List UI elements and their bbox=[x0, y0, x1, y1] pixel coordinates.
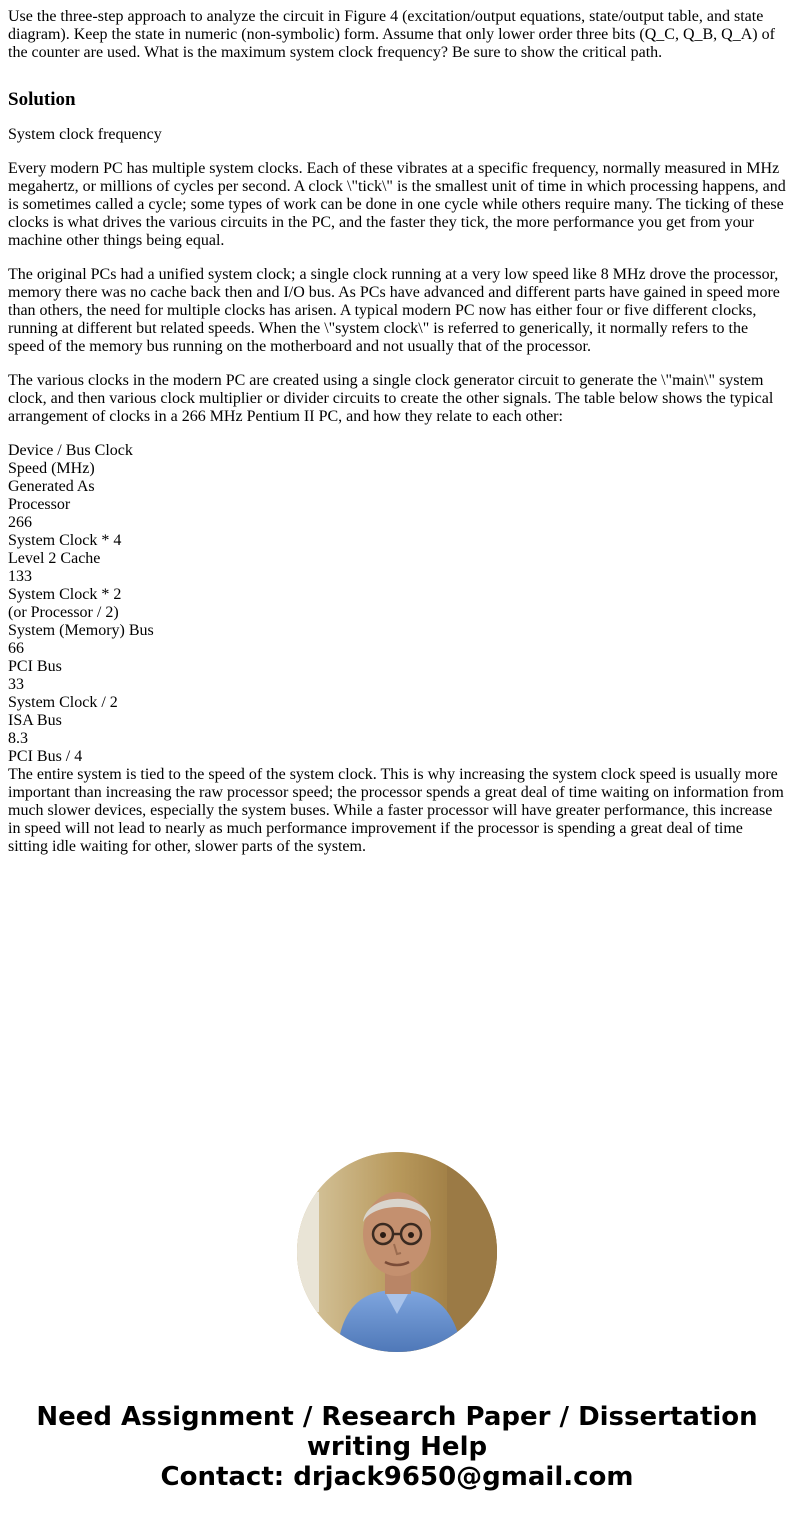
ad-text bbox=[0, 1402, 794, 1492]
table-cell: Level 2 Cache bbox=[8, 550, 101, 567]
table-cell: Generated As bbox=[8, 478, 95, 495]
table-cell: Processor bbox=[8, 496, 71, 513]
table-cell: System Clock * 4 bbox=[8, 532, 122, 549]
table-cell: System (Memory) Bus bbox=[8, 622, 154, 639]
avatar bbox=[297, 1152, 497, 1352]
table-cell: Speed (MHz) bbox=[8, 460, 95, 477]
table-cell: 266 bbox=[8, 514, 32, 531]
paragraph-2: The original PCs had a unified system clock; a single clock running at a very low speed like 8 MHz drove the processor, memory there was no cache back then and I/O bus. As PCs have advanced and different parts have gained in speed more than others, the need for multiple clocks has arisen. A typical modern PC now has either four or five different clocks, running at different but related speeds. When the \"system clock\" is referred to generically, it normally refers to the speed of the memory bus running on the motherboard and not usually that of the processor. bbox=[8, 266, 780, 355]
ad-contact: Contact: drjack9650@gmail.com bbox=[160, 1462, 634, 1492]
table-cell: 33 bbox=[8, 676, 24, 693]
clock-table bbox=[8, 442, 786, 766]
solution-subtitle: System clock frequency bbox=[8, 126, 162, 143]
table-cell: 133 bbox=[8, 568, 32, 585]
table-cell: System Clock * 2 bbox=[8, 586, 122, 603]
ad-line-2: writing Help bbox=[306, 1432, 488, 1462]
ad-line-1: Need Assignment / Research Paper / Dissertation bbox=[36, 1402, 758, 1432]
table-cell: System Clock / 2 bbox=[8, 694, 118, 711]
solution-heading: Solution bbox=[8, 89, 76, 110]
table-cell: 8.3 bbox=[8, 730, 28, 747]
paragraph-1: Every modern PC has multiple system clocks. Each of these vibrates at a specific frequency, normally measured in MHz megahertz, or millions of cycles per second. A clock \"tick\" is the smallest unit of time in which processing happens, and is sometimes called a cycle; some types of work can be done in one cycle while others require many. The ticking of these clocks is what drives the various circuits in the PC, and the faster they tick, the more performance you get from your machine other things being equal. bbox=[8, 160, 786, 249]
advertisement bbox=[0, 1152, 794, 1492]
closing-paragraph: The entire system is tied to the speed of the system clock. This is why increasing the system clock speed is usually more important than increasing the raw processor speed; the processor spends a great deal of time waiting on information from much slower devices, especially the system buses. While a faster processor will have greater performance, this increase in speed will not lead to nearly as much performance improvement if the processor is spending a great deal of time sitting idle waiting for other, slower parts of the system. bbox=[8, 766, 784, 855]
table-cell: 66 bbox=[8, 640, 24, 657]
avatar-photo bbox=[297, 1152, 497, 1352]
table-cell: (or Processor / 2) bbox=[8, 604, 119, 621]
table-cell: PCI Bus bbox=[8, 658, 62, 675]
question-text: Use the three-step approach to analyze the circuit in Figure 4 (excitation/output equations, state/output table, and state diagram). Keep the state in numeric (non-symbolic) form. Assume that only lower order three bits (Q_C, Q_B, Q_A) of the counter are used. What is the maximum system clock frequency? Be sure to show the critical path. bbox=[8, 8, 775, 61]
table-cell: ISA Bus bbox=[8, 712, 62, 729]
paragraph-3: The various clocks in the modern PC are created using a single clock generator circuit to generate the \"main\" system clock, and then various clock multiplier or divider circuits to create the other signals. The table below shows the typical arrangement of clocks in a 266 MHz Pentium II PC, and how they relate to each other: bbox=[8, 372, 774, 425]
table-cell: PCI Bus / 4 bbox=[8, 748, 83, 765]
table-cell: Device / Bus Clock bbox=[8, 442, 133, 459]
